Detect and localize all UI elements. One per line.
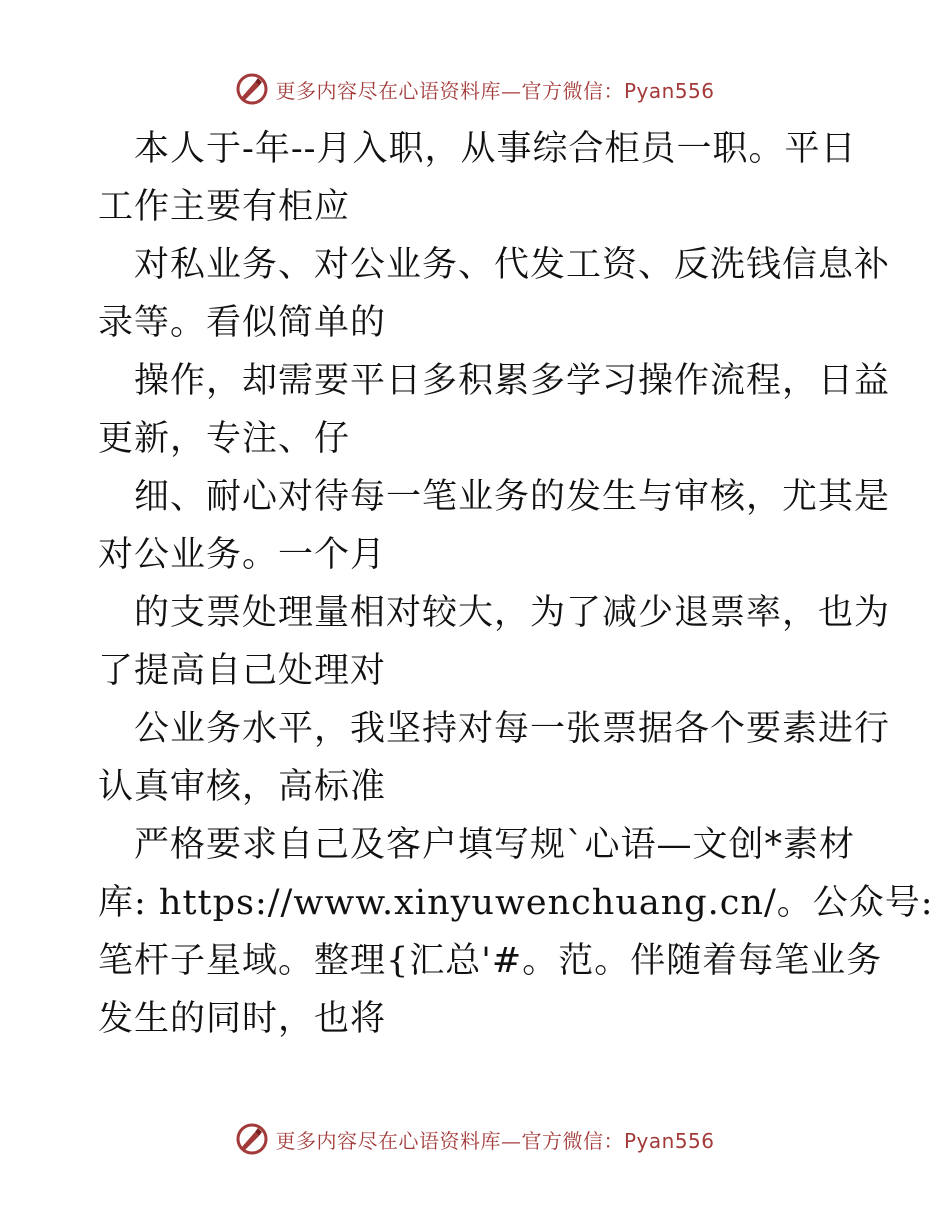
footer-banner [0, 1122, 950, 1156]
footer-sep: — [500, 1128, 522, 1153]
footer-text [275, 1125, 714, 1154]
body-line-url: 库: https://www.xinyuwenchuang.cn/。公众号: [98, 883, 934, 923]
footer-wechat-label: 官方微信： [521, 1128, 624, 1153]
body-line: 的支票处理量相对较大，为了减少退票率，也为 [134, 593, 891, 633]
body-line: 公业务水平，我坚持对每一张票据各个要素进行 [134, 709, 891, 749]
body-line: 对私业务、对公业务、代发工资、反洗钱信息补 [134, 245, 891, 285]
body-line: 认真审核，高标准 [98, 767, 387, 807]
body-line: 录等。看似简单的 [98, 303, 387, 343]
body-line: 笔杆子星域。整理{汇总'#。范。伴随着每笔业务 [98, 941, 883, 981]
body-line: 操作，却需要平日多积累多学习操作流程，日益 [134, 361, 891, 401]
header-wechat-id: Pyan556 [623, 78, 715, 103]
body-line: 工作主要有柜应 [98, 187, 351, 227]
body-line: 严格要求自己及客户填写规`心语—文创*素材 [134, 825, 856, 865]
pen-circle-logo-icon [235, 72, 269, 106]
body-line: 了提高自己处理对 [98, 651, 387, 691]
header-brand: 更多内容尽在心语资料库 [275, 78, 501, 103]
body-line: 发生的同时，也将 [98, 999, 387, 1039]
document-body [98, 120, 934, 1048]
header-text [275, 75, 714, 104]
header-wechat-label: 官方微信： [521, 78, 624, 103]
header-banner [0, 72, 950, 106]
body-line: 对公业务。一个月 [98, 535, 387, 575]
header-sep: — [500, 78, 522, 103]
pen-circle-logo-icon [235, 1122, 269, 1156]
body-line: 本人于-年--月入职，从事综合柜员一职。平日 [134, 129, 857, 169]
footer-brand: 更多内容尽在心语资料库 [275, 1128, 501, 1153]
body-line: 更新，专注、仔 [98, 419, 351, 459]
body-line: 细、耐心对待每一笔业务的发生与审核，尤其是 [134, 477, 891, 517]
footer-wechat-id: Pyan556 [623, 1128, 715, 1153]
